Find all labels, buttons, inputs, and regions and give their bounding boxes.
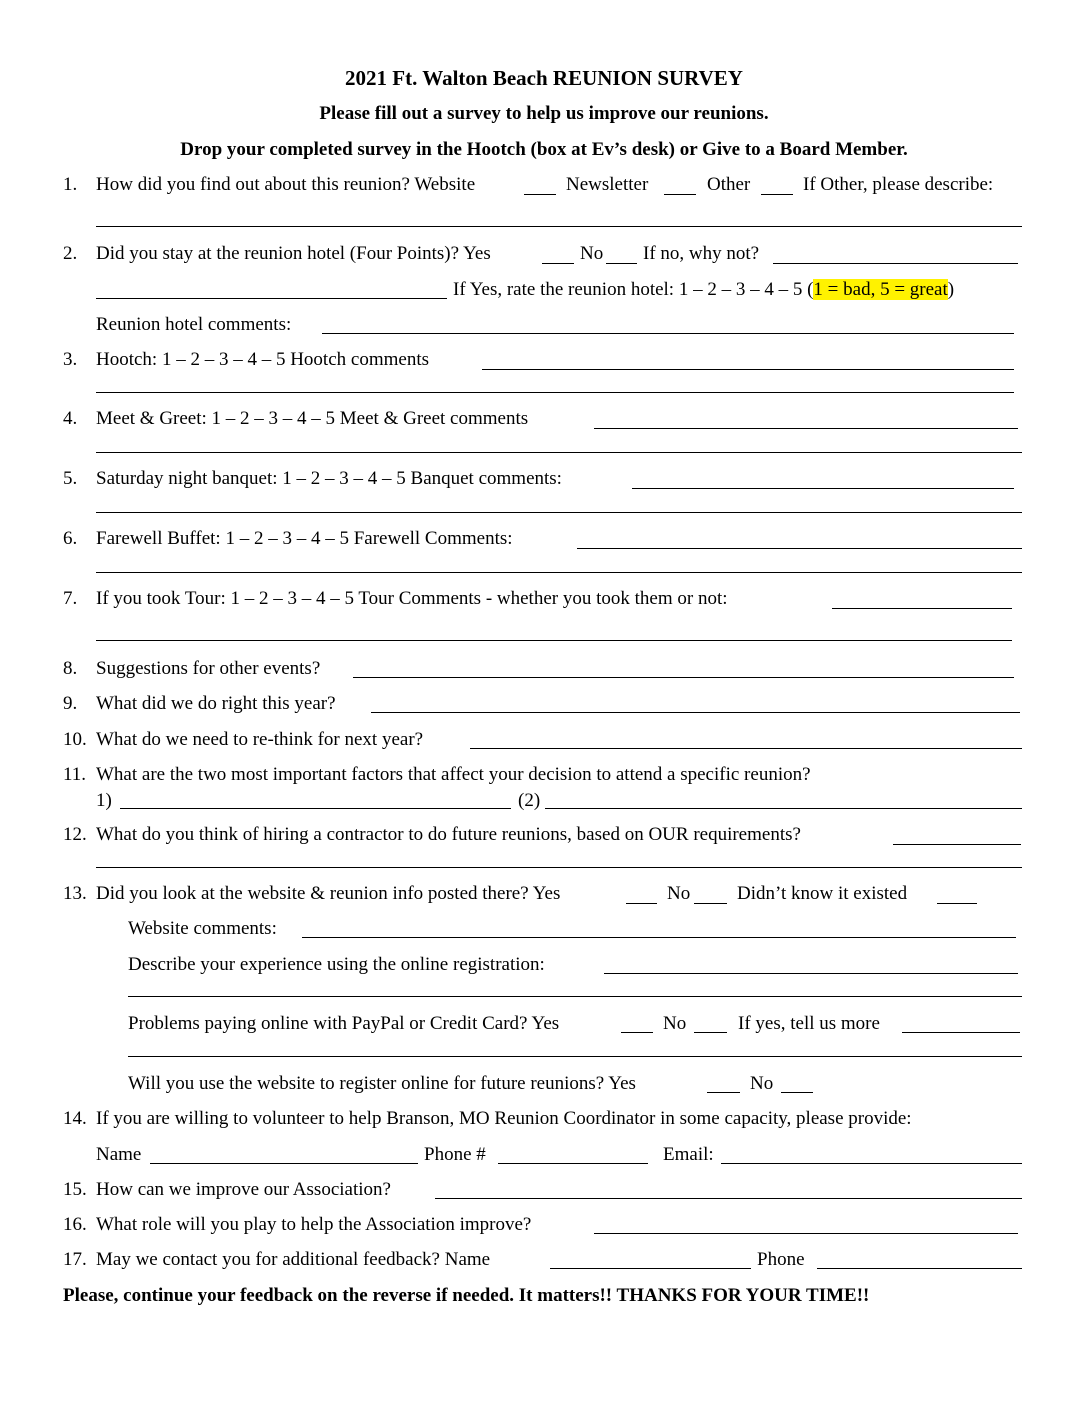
q13-didnt-know-blank[interactable] (937, 903, 977, 904)
question-11-number: 11. (63, 764, 87, 785)
instructions: Drop your completed survey in the Hootch (box at Ev’s desk) or Give to a Board Member. (180, 139, 908, 160)
q11-factor-2-label: (2) (518, 790, 541, 811)
question-13-prompt: Did you look at the website & reunion info posted there? Yes (96, 883, 561, 904)
question-13-number: 13. (63, 883, 87, 904)
q2-why-line-2[interactable] (96, 298, 447, 299)
q10-answer-line[interactable] (470, 748, 1022, 749)
question-1-prompt: How did you find out about this reunion? Website (96, 174, 476, 195)
q11-factor-2-line[interactable] (545, 808, 1022, 809)
question-4-number: 4. (63, 408, 78, 429)
q13-tell-more-label: If yes, tell us more (738, 1013, 880, 1034)
q13-future-no-blank[interactable] (781, 1092, 813, 1093)
q13-problems-no-label: No (663, 1013, 687, 1034)
q13-website-comments-label: Website comments: (128, 918, 277, 939)
question-5-text: Saturday night banquet: 1 – 2 – 3 – 4 – 5 Banquet comments: (96, 468, 562, 489)
q16-answer-line[interactable] (594, 1233, 1018, 1234)
question-9-text: What did we do right this year? (96, 693, 336, 714)
q7-comments-line-2[interactable] (96, 640, 1012, 641)
q13-website-comments-line[interactable] (302, 937, 1016, 938)
page-subtitle: Please fill out a survey to help us improve our reunions. (319, 103, 769, 124)
q17-name-line[interactable] (550, 1268, 751, 1269)
q2-scale-close: ) (947, 279, 955, 300)
question-8-text: Suggestions for other events? (96, 658, 321, 679)
q11-factor-1-label: 1) (96, 790, 112, 811)
q12-answer-line-2[interactable] (96, 867, 1022, 868)
page-title: 2021 Ft. Walton Beach REUNION SURVEY (345, 66, 743, 90)
q13-no-blank[interactable] (694, 903, 727, 904)
q13-problems-yes-blank[interactable] (621, 1032, 653, 1033)
question-16-number: 16. (63, 1214, 87, 1235)
q13-problems-label: Problems paying online with PayPal or Credit Card? Yes (128, 1013, 560, 1034)
q3-comments-line[interactable] (482, 369, 1014, 370)
q4-comments-line-2[interactable] (96, 452, 1022, 453)
q2-no-label: No (580, 243, 604, 264)
q2-rating-row (453, 279, 954, 301)
question-17-text: May we contact you for additional feedback? Name (96, 1249, 491, 1270)
q14-email-line[interactable] (721, 1163, 1022, 1164)
question-15-text: How can we improve our Association? (96, 1179, 391, 1200)
question-14-number: 14. (63, 1108, 87, 1129)
question-11-text: What are the two most important factors that affect your decision to attend a specific reunion? (96, 764, 811, 785)
q2-scale-highlight: 1 = bad, 5 = great (813, 279, 948, 300)
q2-rate-label: If Yes, rate the reunion hotel: 1 – 2 – 3 – 4 – 5 ( (453, 279, 814, 300)
question-9-number: 9. (63, 693, 78, 714)
question-16-text: What role will you play to help the Association improve? (96, 1214, 532, 1235)
question-6-text: Farewell Buffet: 1 – 2 – 3 – 4 – 5 Farewell Comments: (96, 528, 513, 549)
q1-describe-label: If Other, please describe: (803, 174, 994, 195)
question-10-text: What do we need to re-think for next year? (96, 729, 424, 750)
question-17-number: 17. (63, 1249, 87, 1270)
q17-phone-label: Phone (757, 1249, 805, 1270)
q9-answer-line[interactable] (371, 712, 1020, 713)
question-6-number: 6. (63, 528, 78, 549)
q8-answer-line[interactable] (353, 677, 1014, 678)
question-8-number: 8. (63, 658, 78, 679)
question-15-number: 15. (63, 1179, 87, 1200)
q6-comments-line-2[interactable] (96, 572, 1022, 573)
q4-comments-line[interactable] (594, 428, 1018, 429)
q14-phone-line[interactable] (498, 1163, 648, 1164)
q1-newsletter-label: Newsletter (566, 174, 649, 195)
q1-other-label: Other (707, 174, 751, 195)
q2-why-label: If no, why not? (643, 243, 760, 264)
q5-comments-line[interactable] (632, 488, 1014, 489)
q17-phone-line[interactable] (817, 1268, 1022, 1269)
question-12-text: What do you think of hiring a contractor to do future reunions, based on OUR requirements? (96, 824, 801, 845)
q14-phone-label: Phone # (424, 1144, 486, 1165)
q2-no-blank[interactable] (606, 263, 637, 264)
q13-experience-line-2[interactable] (128, 996, 1022, 997)
question-14-text: If you are willing to volunteer to help Branson, MO Reunion Coordinator in some capacity, please provide: (96, 1108, 912, 1129)
question-12-number: 12. (63, 824, 87, 845)
q1-describe-line[interactable] (96, 226, 1022, 227)
question-5-number: 5. (63, 468, 78, 489)
q2-comments-label: Reunion hotel comments: (96, 314, 292, 335)
question-7-text: If you took Tour: 1 – 2 – 3 – 4 – 5 Tour Comments - whether you took them or not: (96, 588, 728, 609)
q13-no-label: No (667, 883, 691, 904)
q7-comments-line[interactable] (832, 608, 1012, 609)
q3-comments-line-2[interactable] (96, 392, 1014, 393)
closing-note: Please, continue your feedback on the reverse if needed. It matters!! THANKS FOR YOUR TIME!! (63, 1285, 870, 1306)
q13-didnt-know-label: Didn’t know it existed (737, 883, 908, 904)
q2-comments-line[interactable] (322, 333, 1014, 334)
question-3-text: Hootch: 1 – 2 – 3 – 4 – 5 Hootch comments (96, 349, 429, 370)
q13-problems-no-blank[interactable] (694, 1032, 727, 1033)
question-1-number: 1. (63, 174, 78, 195)
q13-experience-line[interactable] (604, 973, 1018, 974)
q12-answer-line[interactable] (893, 844, 1021, 845)
q13-future-no-label: No (750, 1073, 774, 1094)
question-4-text: Meet & Greet: 1 – 2 – 3 – 4 – 5 Meet & Greet comments (96, 408, 529, 429)
question-3-number: 3. (63, 349, 78, 370)
q13-yes-blank[interactable] (626, 903, 657, 904)
q13-tell-more-line[interactable] (902, 1032, 1020, 1033)
q13-future-label: Will you use the website to register online for future reunions? Yes (128, 1073, 636, 1094)
q14-name-line[interactable] (150, 1163, 418, 1164)
q1-newsletter-blank[interactable] (664, 194, 696, 195)
q11-factor-1-line[interactable] (120, 808, 511, 809)
q6-comments-line[interactable] (577, 548, 1022, 549)
q13-tell-more-line-2[interactable] (128, 1056, 1022, 1057)
q2-why-line[interactable] (773, 263, 1018, 264)
q2-yes-blank[interactable] (542, 263, 574, 264)
q13-experience-label: Describe your experience using the online registration: (128, 954, 545, 975)
question-7-number: 7. (63, 588, 78, 609)
question-10-number: 10. (63, 729, 87, 750)
q1-website-blank[interactable] (524, 194, 556, 195)
q15-answer-line[interactable] (435, 1198, 1022, 1199)
q1-other-blank[interactable] (761, 194, 793, 195)
q5-comments-line-2[interactable] (96, 512, 1022, 513)
q14-email-label: Email: (663, 1144, 714, 1165)
q14-name-label: Name (96, 1144, 142, 1165)
question-2-number: 2. (63, 243, 78, 264)
q13-future-yes-blank[interactable] (707, 1092, 740, 1093)
question-2-prompt: Did you stay at the reunion hotel (Four Points)? Yes (96, 243, 491, 264)
